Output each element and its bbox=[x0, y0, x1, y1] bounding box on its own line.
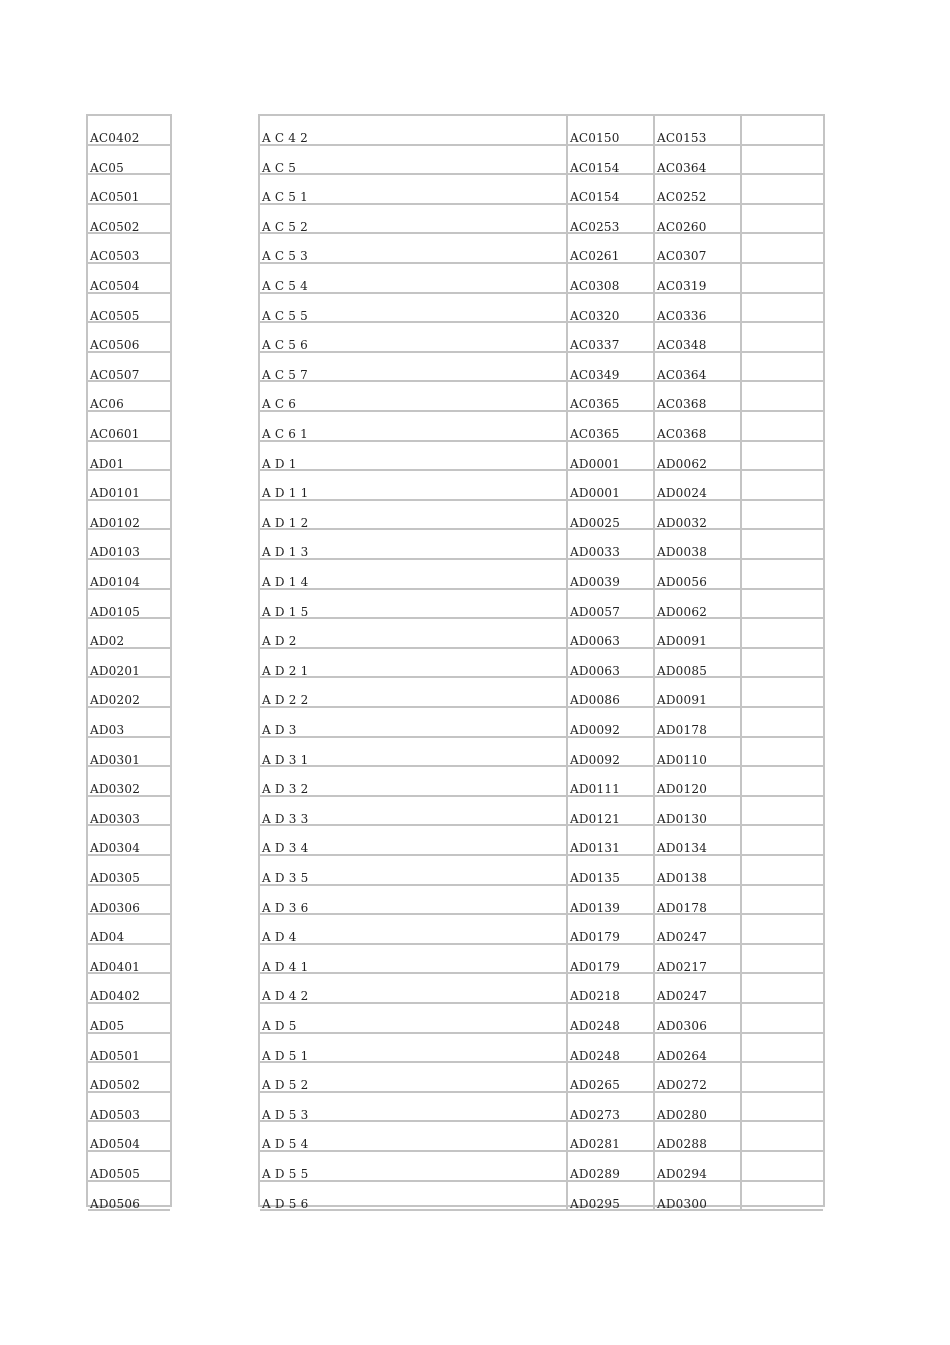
table-row bbox=[260, 175, 823, 205]
range-end-cell[interactable]: AC0364 bbox=[653, 353, 740, 381]
empty-cell[interactable] bbox=[740, 294, 825, 322]
empty-cell[interactable] bbox=[740, 590, 825, 618]
empty-cell[interactable] bbox=[740, 945, 825, 973]
code-cell[interactable]: AC0601 bbox=[90, 427, 140, 440]
range-end-cell[interactable]: AC0319 bbox=[653, 264, 740, 292]
table-row bbox=[260, 1093, 823, 1123]
code-row bbox=[88, 442, 170, 472]
code-row bbox=[88, 797, 170, 827]
empty-cell[interactable] bbox=[740, 412, 825, 440]
empty-cell[interactable] bbox=[740, 234, 825, 262]
description-cell[interactable]: A D 3 5 bbox=[262, 871, 309, 884]
description-cell[interactable]: A D 4 bbox=[262, 930, 297, 943]
range-end-cell[interactable]: AD0217 bbox=[653, 945, 740, 973]
table-row bbox=[260, 590, 823, 620]
empty-cell[interactable] bbox=[740, 1034, 825, 1062]
table-row bbox=[260, 856, 823, 886]
range-end-cell[interactable]: AD0247 bbox=[653, 915, 740, 943]
empty-cell[interactable] bbox=[740, 382, 825, 410]
description-cell[interactable]: A D 1 5 bbox=[262, 604, 309, 618]
code-row bbox=[88, 649, 170, 679]
empty-cell[interactable] bbox=[740, 530, 825, 558]
range-end-cell[interactable]: AD0038 bbox=[653, 530, 740, 558]
table-row bbox=[260, 974, 823, 1004]
code-cell[interactable]: AD0101 bbox=[90, 486, 141, 499]
range-start-cell[interactable]: AC0365 bbox=[566, 412, 653, 440]
range-end-cell[interactable]: AD0178 bbox=[653, 886, 740, 914]
table-row bbox=[260, 1004, 823, 1034]
empty-cell[interactable] bbox=[740, 442, 825, 470]
range-start-cell[interactable]: AD0179 bbox=[566, 915, 653, 943]
code-row bbox=[88, 767, 170, 797]
description-cell[interactable]: A D 2 bbox=[262, 634, 297, 647]
range-start-cell[interactable]: AD0057 bbox=[566, 590, 653, 618]
empty-cell[interactable] bbox=[740, 678, 825, 706]
range-start-cell[interactable]: AD0039 bbox=[566, 560, 653, 588]
description-cell[interactable]: A C 5 3 bbox=[262, 249, 308, 262]
empty-cell[interactable] bbox=[740, 1004, 825, 1032]
code-row bbox=[88, 116, 170, 146]
empty-cell[interactable] bbox=[740, 146, 825, 174]
description-cell[interactable]: A D 2 2 bbox=[262, 693, 309, 706]
code-row bbox=[88, 974, 170, 1004]
code-cell[interactable]: AD0304 bbox=[90, 841, 141, 854]
code-row bbox=[88, 1004, 170, 1034]
range-start-cell[interactable]: AD0063 bbox=[566, 619, 653, 647]
code-row bbox=[88, 1122, 170, 1152]
description-cell[interactable]: A C 5 4 bbox=[262, 279, 308, 292]
range-start-cell[interactable]: AC0253 bbox=[566, 205, 653, 233]
range-start-cell[interactable]: AC0308 bbox=[566, 264, 653, 292]
table-row bbox=[260, 234, 823, 264]
empty-cell[interactable] bbox=[740, 619, 825, 647]
description-cell[interactable]: A D 3 2 bbox=[262, 782, 309, 795]
range-start-cell[interactable]: AD0248 bbox=[566, 1004, 653, 1032]
code-cell[interactable]: AD0506 bbox=[90, 1196, 141, 1210]
code-row bbox=[88, 175, 170, 205]
empty-cell[interactable] bbox=[740, 1122, 825, 1150]
table-row bbox=[260, 1152, 823, 1182]
table-row bbox=[260, 501, 823, 531]
code-row bbox=[88, 294, 170, 324]
code-row bbox=[88, 1152, 170, 1182]
empty-cell[interactable] bbox=[740, 649, 825, 677]
range-start-cell[interactable]: AD0179 bbox=[566, 945, 653, 973]
range-end-cell[interactable]: AC0364 bbox=[653, 146, 740, 174]
description-cell[interactable]: A D 1 2 bbox=[262, 515, 309, 529]
range-start-cell[interactable]: AC0154 bbox=[566, 146, 653, 174]
code-cell[interactable]: AD02 bbox=[90, 634, 125, 647]
table-row bbox=[260, 678, 823, 708]
range-end-cell[interactable]: AD0056 bbox=[653, 560, 740, 588]
range-end-cell[interactable]: AD0288 bbox=[653, 1122, 740, 1150]
range-end-cell[interactable]: AD0272 bbox=[653, 1063, 740, 1091]
code-cell[interactable]: AD0503 bbox=[90, 1107, 141, 1121]
empty-cell[interactable] bbox=[740, 1093, 825, 1121]
code-cell[interactable]: AD0301 bbox=[90, 752, 141, 766]
range-start-cell[interactable]: AC0154 bbox=[566, 175, 653, 203]
code-row bbox=[88, 886, 170, 916]
range-start-cell[interactable]: AC0337 bbox=[566, 323, 653, 351]
range-start-cell[interactable]: AD0025 bbox=[566, 501, 653, 529]
table-row bbox=[260, 1122, 823, 1152]
description-cell[interactable]: A D 2 1 bbox=[262, 663, 309, 677]
description-cell[interactable]: A D 3 4 bbox=[262, 841, 309, 854]
description-cell[interactable]: A D 1 3 bbox=[262, 545, 309, 558]
code-row bbox=[88, 619, 170, 649]
description-cell[interactable]: A C 6 bbox=[262, 397, 297, 410]
code-cell[interactable]: AC0507 bbox=[90, 367, 140, 381]
table-row bbox=[260, 294, 823, 324]
table-row bbox=[260, 442, 823, 472]
description-cell[interactable]: A C 6 1 bbox=[262, 427, 308, 440]
empty-cell[interactable] bbox=[740, 738, 825, 766]
code-cell[interactable]: AC0505 bbox=[90, 308, 140, 322]
range-end-cell[interactable]: AD0130 bbox=[653, 797, 740, 825]
description-cell[interactable]: A D 4 1 bbox=[262, 959, 309, 973]
empty-cell[interactable] bbox=[740, 767, 825, 795]
range-end-cell[interactable]: AC0307 bbox=[653, 234, 740, 262]
empty-cell[interactable] bbox=[740, 264, 825, 292]
code-cell[interactable]: AD05 bbox=[90, 1019, 125, 1032]
description-cell[interactable]: A D 1 1 bbox=[262, 486, 309, 499]
description-cell[interactable]: A D 5 5 bbox=[262, 1167, 309, 1180]
empty-cell[interactable] bbox=[740, 471, 825, 499]
code-row bbox=[88, 915, 170, 945]
range-end-cell[interactable]: AD0264 bbox=[653, 1034, 740, 1062]
code-row bbox=[88, 678, 170, 708]
code-cell[interactable]: AD0306 bbox=[90, 900, 141, 914]
code-row bbox=[88, 530, 170, 560]
code-cell[interactable]: AC0502 bbox=[90, 219, 140, 233]
table-row bbox=[260, 146, 823, 176]
range-end-cell[interactable]: AD0134 bbox=[653, 826, 740, 854]
code-cell[interactable]: AD0102 bbox=[90, 515, 141, 529]
empty-cell[interactable] bbox=[740, 708, 825, 736]
range-start-cell[interactable]: AD0273 bbox=[566, 1093, 653, 1121]
description-cell[interactable]: A D 3 6 bbox=[262, 900, 309, 914]
code-cell[interactable]: AD0202 bbox=[90, 693, 141, 706]
description-cell[interactable]: A D 1 bbox=[262, 456, 297, 470]
code-row bbox=[88, 856, 170, 886]
code-cell[interactable]: AD0504 bbox=[90, 1137, 141, 1150]
range-start-cell[interactable]: AC0261 bbox=[566, 234, 653, 262]
description-cell[interactable]: A D 5 3 bbox=[262, 1107, 309, 1121]
empty-cell[interactable] bbox=[740, 353, 825, 381]
code-row bbox=[88, 1034, 170, 1064]
code-row bbox=[88, 264, 170, 294]
empty-cell[interactable] bbox=[740, 1063, 825, 1091]
code-cell[interactable]: AD0401 bbox=[90, 959, 141, 973]
code-cell[interactable]: AD0505 bbox=[90, 1167, 141, 1180]
range-end-cell[interactable]: AD0032 bbox=[653, 501, 740, 529]
range-end-cell[interactable]: AC0368 bbox=[653, 412, 740, 440]
code-row bbox=[88, 234, 170, 264]
table-row bbox=[260, 915, 823, 945]
description-cell[interactable]: A D 5 bbox=[262, 1019, 297, 1032]
code-column bbox=[86, 114, 172, 1210]
range-start-cell[interactable]: AD0139 bbox=[566, 886, 653, 914]
code-cell[interactable]: AD03 bbox=[90, 723, 125, 736]
range-end-cell[interactable]: AD0062 bbox=[653, 442, 740, 470]
code-row bbox=[88, 1182, 170, 1212]
description-cell[interactable]: A C 5 1 bbox=[262, 190, 308, 203]
empty-cell[interactable] bbox=[740, 323, 825, 351]
table-row bbox=[260, 382, 823, 412]
range-end-cell[interactable]: AD0091 bbox=[653, 678, 740, 706]
code-row bbox=[88, 501, 170, 531]
code-row bbox=[88, 708, 170, 738]
range-start-cell[interactable]: AD0086 bbox=[566, 678, 653, 706]
description-cell[interactable]: A D 5 1 bbox=[262, 1048, 309, 1062]
code-cell[interactable]: AC0506 bbox=[90, 338, 140, 351]
empty-cell[interactable] bbox=[740, 886, 825, 914]
empty-cell[interactable] bbox=[740, 116, 825, 144]
code-row bbox=[88, 560, 170, 590]
table-row bbox=[260, 945, 823, 975]
table-row bbox=[260, 560, 823, 590]
empty-cell[interactable] bbox=[740, 1182, 825, 1210]
range-start-cell[interactable]: AD0001 bbox=[566, 442, 653, 470]
code-cell[interactable]: AD04 bbox=[90, 930, 125, 943]
range-end-cell[interactable]: AD0138 bbox=[653, 856, 740, 884]
empty-cell[interactable] bbox=[740, 560, 825, 588]
code-row bbox=[88, 738, 170, 768]
empty-cell[interactable] bbox=[740, 856, 825, 884]
range-start-cell[interactable]: AD0135 bbox=[566, 856, 653, 884]
range-start-cell[interactable]: AC0365 bbox=[566, 382, 653, 410]
table-row bbox=[260, 264, 823, 294]
range-start-cell[interactable]: AD0131 bbox=[566, 826, 653, 854]
empty-cell[interactable] bbox=[740, 915, 825, 943]
code-cell[interactable]: AD0305 bbox=[90, 871, 141, 884]
code-cell[interactable]: AD0402 bbox=[90, 989, 141, 1002]
table-row bbox=[260, 826, 823, 856]
range-end-cell[interactable]: AC0336 bbox=[653, 294, 740, 322]
description-cell[interactable]: A D 5 2 bbox=[262, 1078, 309, 1091]
description-cell[interactable]: A C 5 bbox=[262, 160, 297, 174]
range-end-cell[interactable]: AD0091 bbox=[653, 619, 740, 647]
description-cell[interactable]: A C 5 5 bbox=[262, 308, 308, 322]
description-cell[interactable]: A D 5 4 bbox=[262, 1137, 309, 1150]
table-row bbox=[260, 353, 823, 383]
range-start-cell[interactable]: AD0289 bbox=[566, 1152, 653, 1180]
range-end-cell[interactable]: AD0085 bbox=[653, 649, 740, 677]
range-end-cell[interactable]: AD0294 bbox=[653, 1152, 740, 1180]
range-table bbox=[258, 114, 825, 1210]
range-end-cell[interactable]: AD0062 bbox=[653, 590, 740, 618]
description-cell[interactable]: A D 1 4 bbox=[262, 575, 309, 588]
code-row bbox=[88, 1063, 170, 1093]
range-end-cell[interactable]: AD0120 bbox=[653, 767, 740, 795]
table-row bbox=[260, 323, 823, 353]
code-cell[interactable]: AC0402 bbox=[90, 131, 140, 144]
range-start-cell[interactable]: AC0320 bbox=[566, 294, 653, 322]
code-cell[interactable]: AD0103 bbox=[90, 545, 141, 558]
description-cell[interactable]: A D 3 3 bbox=[262, 811, 309, 825]
range-end-cell[interactable]: AC0260 bbox=[653, 205, 740, 233]
table-row bbox=[260, 412, 823, 442]
code-cell[interactable]: AC0503 bbox=[90, 249, 140, 262]
range-end-cell[interactable]: AC0153 bbox=[653, 116, 740, 144]
code-row bbox=[88, 471, 170, 501]
range-start-cell[interactable]: AC0150 bbox=[566, 116, 653, 144]
empty-cell[interactable] bbox=[740, 826, 825, 854]
range-start-cell[interactable]: AD0001 bbox=[566, 471, 653, 499]
table-row bbox=[260, 708, 823, 738]
table-row bbox=[260, 886, 823, 916]
description-cell[interactable]: A D 5 6 bbox=[262, 1196, 309, 1210]
code-cell[interactable]: AC0504 bbox=[90, 279, 140, 292]
range-start-cell[interactable]: AD0295 bbox=[566, 1182, 653, 1210]
code-cell[interactable]: AD0303 bbox=[90, 811, 141, 825]
range-end-cell[interactable]: AC0368 bbox=[653, 382, 740, 410]
range-end-cell[interactable]: AD0280 bbox=[653, 1093, 740, 1121]
code-row bbox=[88, 590, 170, 620]
table-row bbox=[260, 1034, 823, 1064]
range-end-cell[interactable]: AD0247 bbox=[653, 974, 740, 1002]
table-row bbox=[260, 619, 823, 649]
range-start-cell[interactable]: AD0063 bbox=[566, 649, 653, 677]
code-cell[interactable]: AD0302 bbox=[90, 782, 141, 795]
table-row bbox=[260, 471, 823, 501]
range-start-cell[interactable]: AD0218 bbox=[566, 974, 653, 1002]
range-end-cell[interactable]: AC0348 bbox=[653, 323, 740, 351]
description-cell[interactable]: A D 4 2 bbox=[262, 989, 309, 1002]
code-cell[interactable]: AD0201 bbox=[90, 663, 141, 677]
range-end-cell[interactable]: AD0178 bbox=[653, 708, 740, 736]
range-start-cell[interactable]: AD0033 bbox=[566, 530, 653, 558]
code-row bbox=[88, 353, 170, 383]
description-cell[interactable]: A C 4 2 bbox=[262, 131, 308, 144]
description-cell[interactable]: A C 5 2 bbox=[262, 219, 308, 233]
description-cell[interactable]: A D 3 bbox=[262, 723, 297, 736]
code-row bbox=[88, 945, 170, 975]
spreadsheet bbox=[86, 114, 825, 1209]
empty-cell[interactable] bbox=[740, 205, 825, 233]
table-row bbox=[260, 649, 823, 679]
range-start-cell[interactable]: AC0349 bbox=[566, 353, 653, 381]
range-start-cell[interactable]: AD0121 bbox=[566, 797, 653, 825]
table-row bbox=[260, 530, 823, 560]
table-row bbox=[260, 205, 823, 235]
code-cell[interactable]: AC06 bbox=[90, 397, 124, 410]
range-start-cell[interactable]: AD0092 bbox=[566, 708, 653, 736]
code-cell[interactable]: AD01 bbox=[90, 456, 125, 470]
description-cell[interactable]: A C 5 6 bbox=[262, 338, 308, 351]
empty-cell[interactable] bbox=[740, 797, 825, 825]
code-row bbox=[88, 146, 170, 176]
description-cell[interactable]: A C 5 7 bbox=[262, 367, 308, 381]
table-row bbox=[260, 738, 823, 768]
code-row bbox=[88, 1093, 170, 1123]
code-row bbox=[88, 205, 170, 235]
code-cell[interactable]: AC05 bbox=[90, 160, 124, 174]
code-cell[interactable]: AC0501 bbox=[90, 190, 140, 203]
code-cell[interactable]: AD0104 bbox=[90, 575, 141, 588]
range-start-cell[interactable]: AD0281 bbox=[566, 1122, 653, 1150]
code-row bbox=[88, 382, 170, 412]
table-row bbox=[260, 1182, 823, 1212]
range-end-cell[interactable]: AD0306 bbox=[653, 1004, 740, 1032]
range-start-cell[interactable]: AD0248 bbox=[566, 1034, 653, 1062]
empty-cell[interactable] bbox=[740, 974, 825, 1002]
range-end-cell[interactable]: AD0110 bbox=[653, 738, 740, 766]
table-row bbox=[260, 797, 823, 827]
description-cell[interactable]: A D 3 1 bbox=[262, 752, 309, 766]
code-row bbox=[88, 323, 170, 353]
empty-cell[interactable] bbox=[740, 1152, 825, 1180]
empty-cell[interactable] bbox=[740, 175, 825, 203]
empty-cell[interactable] bbox=[740, 501, 825, 529]
range-start-cell[interactable]: AD0092 bbox=[566, 738, 653, 766]
table-row bbox=[260, 767, 823, 797]
range-end-cell[interactable]: AD0300 bbox=[653, 1182, 740, 1210]
table-row bbox=[260, 1063, 823, 1093]
code-row bbox=[88, 412, 170, 442]
range-start-cell[interactable]: AD0111 bbox=[566, 767, 653, 795]
code-cell[interactable]: AD0105 bbox=[90, 604, 141, 618]
range-start-cell[interactable]: AD0265 bbox=[566, 1063, 653, 1091]
range-end-cell[interactable]: AC0252 bbox=[653, 175, 740, 203]
range-end-cell[interactable]: AD0024 bbox=[653, 471, 740, 499]
table-row bbox=[260, 116, 823, 146]
code-cell[interactable]: AD0501 bbox=[90, 1048, 141, 1062]
code-row bbox=[88, 826, 170, 856]
code-cell[interactable]: AD0502 bbox=[90, 1078, 141, 1091]
